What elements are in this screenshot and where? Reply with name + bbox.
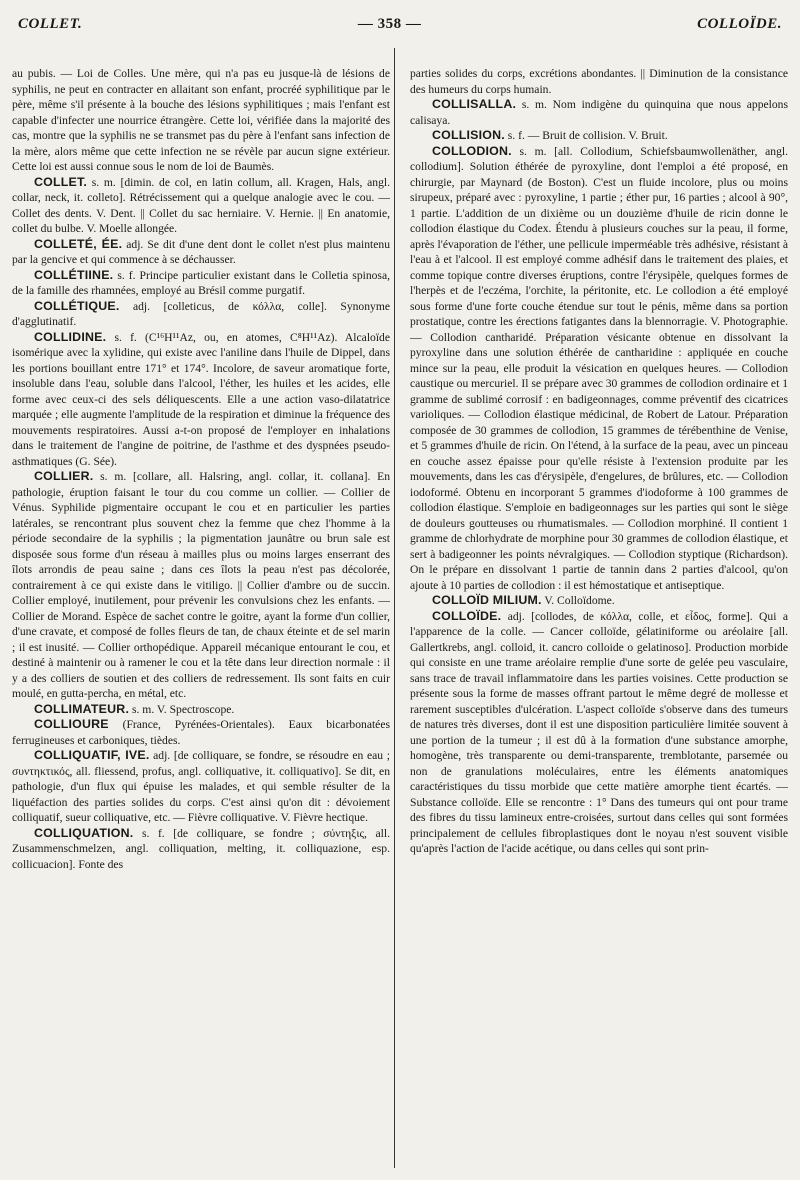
dictionary-entry <box>12 175 390 237</box>
header-right-headword: COLLOÏDE. <box>697 16 782 32</box>
entry-headword: COLLIQUATION. <box>34 825 134 840</box>
dictionary-entry <box>12 237 390 268</box>
dictionary-entry <box>410 144 788 594</box>
entry-headword: COLLIMATEUR. <box>34 701 130 716</box>
entry-text: adj. [collodes, de κόλλα, colle, et εἶδος, forme]. Qui a l'apparence de la colle. — Cancer colloïde, gélatiniforme ou aréolaire [all. Gallertkrebs, angl. colloid, it. cancro colloide o gelatinoso]. Production morbide qui consiste en une trame aréolaire remplie d'une sorte de gelée peu vasculaire, sans trace de travail inflammatoire dans les parties voisines. Cette production se présente sous la forme de masses offrant partout le même degré de mollesse et rarement susceptibles d'ulcération. L'aspect colloïde s'observe dans des tumeurs de natures très diverses, dont il est une disposition particulière limitée souvent à une portion de la tumeur ; il est dû à la formation d'une substance amorphe, homogène, très transparente ou demi-transparente, tremblotante, parsemée ou non de granulations moléculaires, entre les éléments anatomiques caractéristiques du tissu morbide que cette matière amorphe tient écartés. — Substance colloïde. Elle se rencontre : 1° Dans des tumeurs qui ont pour trame des fibres du tissu lamineux entre-croisées, surtout dans celles qui sont formées principalement de cellules fibroplastiques dont le noyau n'est souvent visible qu'après l'action de l'acide acétique, ou dans celles qui sont prin- <box>410 609 788 855</box>
right-column <box>410 66 788 1166</box>
dictionary-entry <box>12 330 390 470</box>
entry-headword: COLLOÏD MILIUM. <box>432 593 542 607</box>
dictionary-entry <box>12 268 390 299</box>
entry-text: s. f. — Bruit de collision. V. Bruit. <box>504 129 668 142</box>
header-left-headword: COLLET. <box>18 16 83 32</box>
entry-text: parties solides du corps, excrétions abondantes. || Diminution de la consistance des humeurs du corps humain. <box>410 67 788 96</box>
entry-text: s. m. [collare, all. Halsring, angl. collar, it. collana]. En pathologie, éruption faisant le tour du cou comme un collier. — Collier de Vénus. Syphilide pigmentaire occupant le cou et en particulier les parties latérales, se rencontrant plus souvent chez la femme que chez l'homme à la période secondaire de la syphilis ; la pigmentation jaunâtre ou brun sale est disposée sous forme d'un réseau à mailles plus ou moins larges enserrant des îlots arrondis de peau saine ; dans ces îlots la peau n'est pas décolorée, contrairement à ce qui existe dans le vitiligo. || Collier d'ambre ou de succin. Collier employé, inutilement, pour prévenir les convulsions chez les enfants. — Collier de Morand. Espèce de sachet contre le goitre, ayant la forme d'un collier, d'une cravate, et composé de folles fleurs de tan, de chaux éteinte et de sel marin ; il est inusité. — Collier orthopédique. Appareil mécanique entourant le cou, et destiné à maintenir ou à ramener le cou et la tête dans leur direction normale : il y a des colliers de soutien et des colliers de redressement. Ils sont faits en cuir moulé, en gutta-percha, en métal, etc. <box>12 470 390 700</box>
page-number: — 358 — <box>357 16 422 32</box>
entry-text: (France, Pyrénées-Orientales). Eaux bicarbonatées ferrugineuses et carboniques, tièdes. <box>12 718 390 747</box>
entry-headword: COLLÉTIQUE. <box>34 298 120 313</box>
entry-text: V. Colloïdome. <box>541 594 615 607</box>
entry-continuation <box>12 66 390 175</box>
entry-headword: COLLODION. <box>432 143 512 158</box>
entry-headword: COLLISION. <box>432 128 505 142</box>
dictionary-entry <box>12 748 390 826</box>
left-column <box>12 66 390 1166</box>
entry-continuation <box>410 66 788 97</box>
entry-text: au pubis. — Loi de Colles. Une mère, qui n'a pas eu jusque-là de lésions de syphilis, ne peut en contracter en allaitant son enfant, procréé syphilitique par le père, même s'il présente à la bouche des lésions syphilitiques ; mais l'enfant est capable d'infecter une nourrice étrangère. Cette loi, vérifiée dans la majorité des cas, montre que la syphilis ne se transmet pas du père à l'enfant sans infection de la mère, alors même que cette infection ne se révèle par aucun signe extérieur. Cette loi est aussi connue sous le nom de loi de Baumès. <box>12 67 390 173</box>
entry-text: s. f. Principe particulier existant dans le Colletia spinosa, de la famille des rhamnées, employé au Brésil comme purgatif. <box>12 268 390 297</box>
entry-headword: COLLÉTIINE. <box>34 267 114 282</box>
entry-text: s. f. (C¹⁶H¹¹Az, ou, en atomes, C⁸H¹¹Az). Alcaloïde isomérique avec la xylidine, qui existe avec l'aniline dans l'huile de Dippel, dans les portions bouillant entre 171° et 174°. Incolore, de saveur aromatique forte, insoluble dans l'eau, soluble dans l'alcool, l'éther, les huiles et les acides, elle forme avec ceux-ci des sels déliquescents. Elle a une action vaso-dilatatrice marquée ; elle augmente l'amplitude de la respiration et diminue la fréquence des mouvements respiratoires. Aussi a-t-on proposé de l'employer en inhalations dans le traitement de l'angine de poitrine, de l'asthme et des dyspnées pseudo-asthmatiques (G. Sée). <box>12 330 390 468</box>
entry-headword: COLLIER. <box>34 469 94 483</box>
entry-text: adj. [de colliquare, se fondre, se résoudre en eau ; συντηκτικός, all. fliessend, profus, angl. colliquative, it. colliquativo]. Se dit, en pathologie, d'un flux qui épuise les malades, et qui semble résulter de la liquéfaction des parties solides du corps. C'est ainsi qu'on dit : dévoiement colliquatif, sueur colliquative, etc. — Fièvre colliquative. V. Fièvre hectique. <box>12 749 390 824</box>
text-columns <box>12 66 788 1166</box>
running-header <box>12 16 788 44</box>
dictionary-entry <box>12 702 390 718</box>
entry-headword: COLLOÏDE. <box>432 608 502 623</box>
entry-text: adj. Se dit d'une dent dont le collet n'est plus maintenu par la gencive et qui commence à se déchausser. <box>12 237 390 266</box>
dictionary-entry <box>410 128 788 144</box>
dictionary-entry <box>12 826 390 873</box>
entry-text: s. m. [all. Collodium, Schiefsbaumwollenäther, angl. collodium]. Solution éthérée de pyroxyline, dont l'emploi a été proposé, en chirurgie, par Maynard (de Boston). C'est un fluide incolore, plus ou moins sirupeux, préparé avec : pyroxyline, 1 partie ; éther pur, 16 parties ; alcool à 90°, 1 partie. L'addition de un dixième ou un douzième d'huile de ricin donne le collodion élastique du Codex. Étendu à plusieurs couches sur la peau, il forme, après l'évaporation de l'éther, une pellicule imperméable très adhésive, résistant à l'eau à et l'alcool. Il est employé comme adhésif dans le traitement des plaies, et comme topique contre diverses éruptions, contre l'érysipèle, quelques formes de l'herpès et de l'eczéma, l'orchite, la péritonite, etc. Le collodion a été employé sous forme d'une forte couche étendue sur tout le pénis, même dans sa portion prostatique, contre les érections fatigantes dans la blennorragie. V. Photographie. — Collodion cantharidé. Préparation vésicante obtenue en dissolvant la pyroxyline dans une solution éthérée de cantharidine : appliquée en couche mince sur la peau, elle produit la vésication en quelques heures. — Collodion caustique ou mercuriel. Il se prépare avec 30 grammes de collodion ordinaire et 1 gramme de sublimé corrosif : en badigeonnages, comme préventif des cicatrices varioliques. — Collodion élastique médicinal, de Robert de Latour. Préparation composée de 30 grammes de collodion, 15 grammes de térébenthine de Venise, et 5 grammes d'huile de ricin. On l'étend, à la surface de la peau, avec un pinceau en couche assez épaisse pour qu'elle résiste à l'extension produite par les mouvements, dans les cas d'érysipèle, d'engelures, de brûlures, etc. — Collodion iodoformé. Obtenu en incorporant 5 grammes d'iodoforme à 100 grammes de collodion élastique. S'emploie en badigeonnages sur les parties qui sont le siège de douleurs goutteuses ou rhumatismales. — Collodion morphiné. Il contient 1 gramme de chlorhydrate de morphine pour 30 grammes de collodion élastique, et sert à badigeonner les points névralgiques. — Collodion styptique (Richardson). On le prépare en dissolvant 1 partie de tannin dans 2 parties d'alcool, qu'on ajoute à 10 parties de collodion : il est hémostatique et antiseptique. <box>410 144 788 592</box>
entry-text: s. m. [dimin. de col, en latin collum, all. Kragen, Hals, angl. collar, neck, it. colleto]. Rétrécissement qui a quelque analogie avec le cou. — Collet des dents. V. Dent. || Collet du sac herniaire. V. Hernie. || En anatomie, collet du bulbe. V. Moelle allongée. <box>12 175 390 235</box>
dictionary-entry <box>12 299 390 330</box>
entry-headword: COLLIDINE. <box>34 329 107 344</box>
dictionary-entry <box>12 469 390 702</box>
entry-headword: COLLETÉ, ÉE. <box>34 236 123 251</box>
dictionary-entry <box>12 717 390 748</box>
dictionary-entry <box>410 593 788 609</box>
entry-headword: COLLIQUATIF, IVE. <box>34 748 150 762</box>
entry-text: s. m. Nom indigène du quinquina que nous appelons calisaya. <box>410 98 788 127</box>
entry-headword: COLLIOURE <box>34 717 109 731</box>
dictionary-entry <box>410 97 788 128</box>
entry-text: adj. [colleticus, de κόλλα, colle]. Synonyme d'agglutinatif. <box>12 299 390 328</box>
entry-headword: COLLET. <box>34 174 88 189</box>
entry-text: s. f. [de colliquare, se fondre ; σύντηξις, all. Zusammenschmelzen, angl. colliquation, melting, it. colliquazione, esp. collicuacion]. Fonte des <box>12 826 390 871</box>
entry-headword: COLLISALLA. <box>432 97 517 111</box>
entry-text: s. m. V. Spectroscope. <box>129 702 235 716</box>
dictionary-entry <box>410 609 788 857</box>
